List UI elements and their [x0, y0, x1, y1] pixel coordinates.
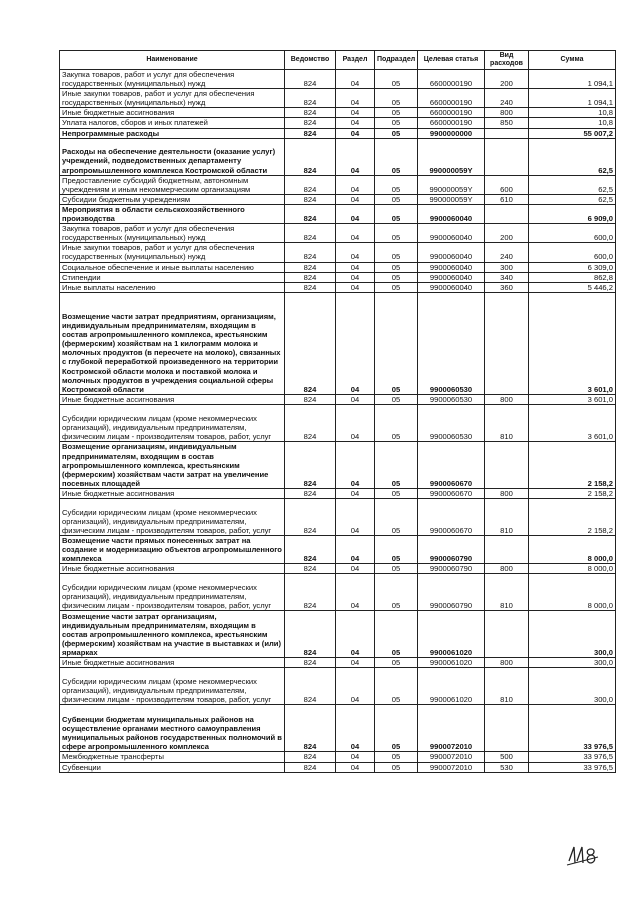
- table-row: [60, 262, 616, 272]
- cell-name: Возмещение организациям, индивидуальным предпринимателям, входящим в состав агропромышленного комплекса, крестьянским (фермерским) хозяйствам части затрат на увеличение посевных площадей: [60, 441, 285, 488]
- cell-name: Иные бюджетные ассигнования: [60, 394, 285, 404]
- table-row: [60, 705, 616, 752]
- cell-target: 6600000190: [418, 70, 485, 89]
- cell-sum: 62,5: [529, 175, 616, 194]
- cell-section: 04: [336, 668, 375, 705]
- cell-name: Субсидии юридическим лицам (кроме некоммерческих организаций), индивидуальным предпринимателям, физическим лицам - производителям товаров, работ, услуг: [60, 498, 285, 535]
- cell-dept: 824: [285, 70, 336, 89]
- cell-dept: 824: [285, 224, 336, 243]
- cell-target: 9900061020: [418, 611, 485, 658]
- cell-section: 04: [336, 128, 375, 138]
- cell-target: 9900060790: [418, 574, 485, 611]
- cell-kind: 810: [485, 498, 529, 535]
- cell-target: 990000059Y: [418, 175, 485, 194]
- cell-section: 04: [336, 498, 375, 535]
- cell-target: 990000059Y: [418, 194, 485, 204]
- cell-dept: 824: [285, 108, 336, 118]
- cell-kind: 200: [485, 70, 529, 89]
- cell-target: 9900060040: [418, 262, 485, 272]
- cell-dept: 824: [285, 292, 336, 394]
- cell-target: 9900060790: [418, 535, 485, 563]
- cell-target: 6600000190: [418, 118, 485, 128]
- cell-kind: 340: [485, 272, 529, 282]
- cell-subsection: 05: [375, 404, 418, 441]
- cell-target: 6600000190: [418, 108, 485, 118]
- table-row: [60, 224, 616, 243]
- cell-kind: [485, 611, 529, 658]
- table-body: [60, 70, 616, 773]
- cell-sum: 1 094,1: [529, 89, 616, 108]
- header-kind: Вид расходов: [485, 51, 529, 70]
- cell-target: 9900060530: [418, 292, 485, 394]
- cell-dept: 824: [285, 194, 336, 204]
- cell-target: 9900060040: [418, 204, 485, 223]
- cell-kind: [485, 138, 529, 175]
- cell-name: Закупка товаров, работ и услуг для обеспечения государственных (муниципальных) нужд: [60, 70, 285, 89]
- cell-name: Иные выплаты населению: [60, 282, 285, 292]
- cell-subsection: 05: [375, 752, 418, 762]
- cell-subsection: 05: [375, 394, 418, 404]
- cell-subsection: 05: [375, 108, 418, 118]
- cell-name: Иные бюджетные ассигнования: [60, 658, 285, 668]
- cell-dept: 824: [285, 441, 336, 488]
- cell-target: 9900060670: [418, 488, 485, 498]
- header-target: Целевая статья: [418, 51, 485, 70]
- table-row: [60, 668, 616, 705]
- cell-sum: 33 976,5: [529, 752, 616, 762]
- cell-section: 04: [336, 243, 375, 262]
- cell-section: 04: [336, 292, 375, 394]
- table-row: [60, 138, 616, 175]
- cell-dept: 824: [285, 243, 336, 262]
- table-header-row: [60, 51, 616, 70]
- cell-subsection: 05: [375, 762, 418, 772]
- cell-name: Возмещение части затрат предприятиям, организациям, индивидуальным предпринимателям, входящим в состав агропромышленного комплекса, крестьянским (фермерским) хозяйствам на 1 килограмм молока и молочных продуктов (в пересчете на молоко), связанных с глубокой переработкой произведенного на территории Костромской области молока и поставкой молока и молочных продуктов в учреждения социальной сферы Костромской области: [60, 292, 285, 394]
- cell-target: 990000059Y: [418, 138, 485, 175]
- cell-target: 9900060670: [418, 498, 485, 535]
- table-row: [60, 441, 616, 488]
- cell-name: Субвенции: [60, 762, 285, 772]
- cell-name: Предоставление субсидий бюджетным, автономным учреждениям и иным некоммерческим организациям: [60, 175, 285, 194]
- cell-sum: 10,8: [529, 108, 616, 118]
- cell-section: 04: [336, 574, 375, 611]
- table-row: [60, 194, 616, 204]
- cell-section: 04: [336, 762, 375, 772]
- cell-sum: 6 909,0: [529, 204, 616, 223]
- cell-dept: 824: [285, 668, 336, 705]
- cell-section: 04: [336, 564, 375, 574]
- cell-subsection: 05: [375, 441, 418, 488]
- cell-subsection: 05: [375, 611, 418, 658]
- cell-kind: 800: [485, 488, 529, 498]
- cell-name: Возмещение части затрат организациям, индивидуальным предпринимателям, входящим в состав агропромышленного комплекса, крестьянским (фермерским) хозяйствам на участие в выставках и (или) ярмарках: [60, 611, 285, 658]
- cell-dept: 824: [285, 394, 336, 404]
- cell-section: 04: [336, 752, 375, 762]
- cell-dept: 824: [285, 138, 336, 175]
- cell-target: 9900060530: [418, 394, 485, 404]
- cell-kind: [485, 128, 529, 138]
- cell-dept: 824: [285, 128, 336, 138]
- cell-sum: 1 094,1: [529, 70, 616, 89]
- cell-name: Непрограммные расходы: [60, 128, 285, 138]
- cell-dept: 824: [285, 611, 336, 658]
- table-row: [60, 658, 616, 668]
- cell-name: Субсидии юридическим лицам (кроме некоммерческих организаций), индивидуальным предпринимателям, физическим лицам - производителям товаров, работ, услуг: [60, 574, 285, 611]
- cell-kind: 300: [485, 262, 529, 272]
- table-row: [60, 70, 616, 89]
- table-row: [60, 564, 616, 574]
- table-row: [60, 535, 616, 563]
- cell-target: 9900061020: [418, 668, 485, 705]
- header-dept: Ведомство: [285, 51, 336, 70]
- cell-sum: 862,8: [529, 272, 616, 282]
- cell-target: 9900060530: [418, 404, 485, 441]
- cell-target: 9900072010: [418, 762, 485, 772]
- cell-sum: 3 601,0: [529, 394, 616, 404]
- budget-table: [59, 50, 616, 773]
- cell-section: 04: [336, 282, 375, 292]
- cell-section: 04: [336, 272, 375, 282]
- cell-subsection: 05: [375, 705, 418, 752]
- cell-dept: 824: [285, 498, 336, 535]
- cell-name: Расходы на обеспечение деятельности (оказание услуг) учреждений, подведомственных департаменту агропромышленного комплекса Костромской области: [60, 138, 285, 175]
- cell-kind: 600: [485, 175, 529, 194]
- cell-dept: 824: [285, 118, 336, 128]
- cell-subsection: 05: [375, 224, 418, 243]
- cell-name: Мероприятия в области сельскохозяйственного производства: [60, 204, 285, 223]
- cell-sum: 3 601,0: [529, 404, 616, 441]
- table-row: [60, 128, 616, 138]
- cell-sum: 2 158,2: [529, 441, 616, 488]
- cell-dept: 824: [285, 262, 336, 272]
- table-row: [60, 404, 616, 441]
- table-row: [60, 611, 616, 658]
- cell-subsection: 05: [375, 194, 418, 204]
- table-row: [60, 89, 616, 108]
- cell-subsection: 05: [375, 564, 418, 574]
- cell-name: Субсидии бюджетным учреждениям: [60, 194, 285, 204]
- cell-name: Субсидии юридическим лицам (кроме некоммерческих организаций), индивидуальным предпринимателям, физическим лицам - производителям товаров, работ, услуг: [60, 404, 285, 441]
- cell-kind: 530: [485, 762, 529, 772]
- cell-target: 9900060040: [418, 224, 485, 243]
- cell-target: 9900072010: [418, 705, 485, 752]
- cell-section: 04: [336, 138, 375, 175]
- cell-kind: 240: [485, 243, 529, 262]
- cell-dept: 824: [285, 89, 336, 108]
- cell-dept: 824: [285, 175, 336, 194]
- header-section: Раздел: [336, 51, 375, 70]
- header-name: Наименование: [60, 51, 285, 70]
- handwritten-page-number: [565, 843, 599, 867]
- cell-kind: 800: [485, 394, 529, 404]
- cell-section: 04: [336, 108, 375, 118]
- cell-subsection: 05: [375, 128, 418, 138]
- cell-dept: 824: [285, 535, 336, 563]
- cell-kind: 240: [485, 89, 529, 108]
- cell-section: 04: [336, 441, 375, 488]
- cell-kind: [485, 292, 529, 394]
- cell-subsection: 05: [375, 535, 418, 563]
- cell-kind: 800: [485, 108, 529, 118]
- table-row: [60, 762, 616, 772]
- cell-kind: 810: [485, 404, 529, 441]
- cell-dept: 824: [285, 705, 336, 752]
- cell-section: 04: [336, 204, 375, 223]
- table-row: [60, 574, 616, 611]
- cell-subsection: 05: [375, 498, 418, 535]
- cell-sum: 55 007,2: [529, 128, 616, 138]
- cell-subsection: 05: [375, 668, 418, 705]
- cell-subsection: 05: [375, 292, 418, 394]
- table-row: [60, 752, 616, 762]
- cell-subsection: 05: [375, 243, 418, 262]
- table-row: [60, 108, 616, 118]
- cell-dept: 824: [285, 488, 336, 498]
- table-row: [60, 498, 616, 535]
- cell-section: 04: [336, 404, 375, 441]
- cell-dept: 824: [285, 658, 336, 668]
- cell-target: 9900060040: [418, 282, 485, 292]
- cell-dept: 824: [285, 762, 336, 772]
- cell-sum: 5 446,2: [529, 282, 616, 292]
- budget-table-sheet: [59, 50, 615, 773]
- cell-subsection: 05: [375, 175, 418, 194]
- cell-name: Межбюджетные трансферты: [60, 752, 285, 762]
- cell-dept: 824: [285, 574, 336, 611]
- cell-target: 9900060790: [418, 564, 485, 574]
- cell-subsection: 05: [375, 118, 418, 128]
- cell-kind: 810: [485, 574, 529, 611]
- cell-sum: 8 000,0: [529, 574, 616, 611]
- table-row: [60, 175, 616, 194]
- cell-subsection: 05: [375, 204, 418, 223]
- cell-kind: 500: [485, 752, 529, 762]
- cell-target: 9900060040: [418, 243, 485, 262]
- cell-subsection: 05: [375, 138, 418, 175]
- cell-sum: 33 976,5: [529, 705, 616, 752]
- cell-subsection: 05: [375, 658, 418, 668]
- table-row: [60, 488, 616, 498]
- cell-dept: 824: [285, 404, 336, 441]
- cell-sum: 3 601,0: [529, 292, 616, 394]
- table-row: [60, 243, 616, 262]
- cell-section: 04: [336, 118, 375, 128]
- cell-kind: 850: [485, 118, 529, 128]
- cell-sum: 2 158,2: [529, 488, 616, 498]
- cell-name: Иные закупки товаров, работ и услуг для обеспечения государственных (муниципальных) нужд: [60, 89, 285, 108]
- cell-kind: 810: [485, 668, 529, 705]
- table-row: [60, 282, 616, 292]
- cell-section: 04: [336, 658, 375, 668]
- cell-sum: 6 309,0: [529, 262, 616, 272]
- table-row: [60, 204, 616, 223]
- cell-sum: 10,8: [529, 118, 616, 128]
- cell-kind: 200: [485, 224, 529, 243]
- cell-name: Уплата налогов, сборов и иных платежей: [60, 118, 285, 128]
- cell-sum: 300,0: [529, 668, 616, 705]
- cell-target: 9900061020: [418, 658, 485, 668]
- cell-section: 04: [336, 394, 375, 404]
- cell-target: 9900060670: [418, 441, 485, 488]
- cell-subsection: 05: [375, 89, 418, 108]
- table-row: [60, 292, 616, 394]
- cell-kind: [485, 441, 529, 488]
- cell-sum: 600,0: [529, 224, 616, 243]
- cell-subsection: 05: [375, 262, 418, 272]
- cell-section: 04: [336, 70, 375, 89]
- cell-sum: 62,5: [529, 194, 616, 204]
- cell-subsection: 05: [375, 272, 418, 282]
- cell-kind: 800: [485, 564, 529, 574]
- cell-kind: [485, 204, 529, 223]
- cell-name: Социальное обеспечение и иные выплаты населению: [60, 262, 285, 272]
- cell-section: 04: [336, 611, 375, 658]
- table-row: [60, 272, 616, 282]
- cell-dept: 824: [285, 282, 336, 292]
- cell-dept: 824: [285, 752, 336, 762]
- cell-sum: 33 976,5: [529, 762, 616, 772]
- cell-subsection: 05: [375, 488, 418, 498]
- cell-name: Закупка товаров, работ и услуг для обеспечения государственных (муниципальных) нужд: [60, 224, 285, 243]
- cell-dept: 824: [285, 564, 336, 574]
- cell-target: 9900000000: [418, 128, 485, 138]
- cell-section: 04: [336, 224, 375, 243]
- cell-section: 04: [336, 262, 375, 272]
- cell-name: Иные бюджетные ассигнования: [60, 108, 285, 118]
- cell-kind: 800: [485, 658, 529, 668]
- table-row: [60, 394, 616, 404]
- cell-section: 04: [336, 194, 375, 204]
- cell-name: Субвенции бюджетам муниципальных районов на осуществление органами местного самоуправления муниципальных районов государственных полномочий в сфере агропромышленного комплекса: [60, 705, 285, 752]
- cell-sum: 2 158,2: [529, 498, 616, 535]
- cell-name: Иные закупки товаров, работ и услуг для обеспечения государственных (муниципальных) нужд: [60, 243, 285, 262]
- cell-name: Иные бюджетные ассигнования: [60, 488, 285, 498]
- cell-name: Стипендии: [60, 272, 285, 282]
- cell-sum: 8 000,0: [529, 564, 616, 574]
- cell-name: Иные бюджетные ассигнования: [60, 564, 285, 574]
- cell-section: 04: [336, 488, 375, 498]
- cell-section: 04: [336, 535, 375, 563]
- cell-dept: 824: [285, 272, 336, 282]
- cell-subsection: 05: [375, 574, 418, 611]
- cell-kind: 360: [485, 282, 529, 292]
- cell-sum: 300,0: [529, 658, 616, 668]
- cell-sum: 62,5: [529, 138, 616, 175]
- cell-subsection: 05: [375, 282, 418, 292]
- cell-name: Субсидии юридическим лицам (кроме некоммерческих организаций), индивидуальным предпринимателям, физическим лицам - производителям товаров, работ, услуг: [60, 668, 285, 705]
- header-subsection: Подраздел: [375, 51, 418, 70]
- cell-target: 6600000190: [418, 89, 485, 108]
- cell-name: Возмещение части прямых понесенных затрат на создание и модернизацию объектов агропромышленного комплекса: [60, 535, 285, 563]
- table-row: [60, 118, 616, 128]
- cell-target: 9900060040: [418, 272, 485, 282]
- cell-kind: 610: [485, 194, 529, 204]
- cell-dept: 824: [285, 204, 336, 223]
- cell-section: 04: [336, 89, 375, 108]
- cell-section: 04: [336, 175, 375, 194]
- cell-kind: [485, 535, 529, 563]
- cell-subsection: 05: [375, 70, 418, 89]
- header-sum: Сумма: [529, 51, 616, 70]
- cell-target: 9900072010: [418, 752, 485, 762]
- cell-kind: [485, 705, 529, 752]
- cell-sum: 8 000,0: [529, 535, 616, 563]
- cell-section: 04: [336, 705, 375, 752]
- cell-sum: 600,0: [529, 243, 616, 262]
- cell-sum: 300,0: [529, 611, 616, 658]
